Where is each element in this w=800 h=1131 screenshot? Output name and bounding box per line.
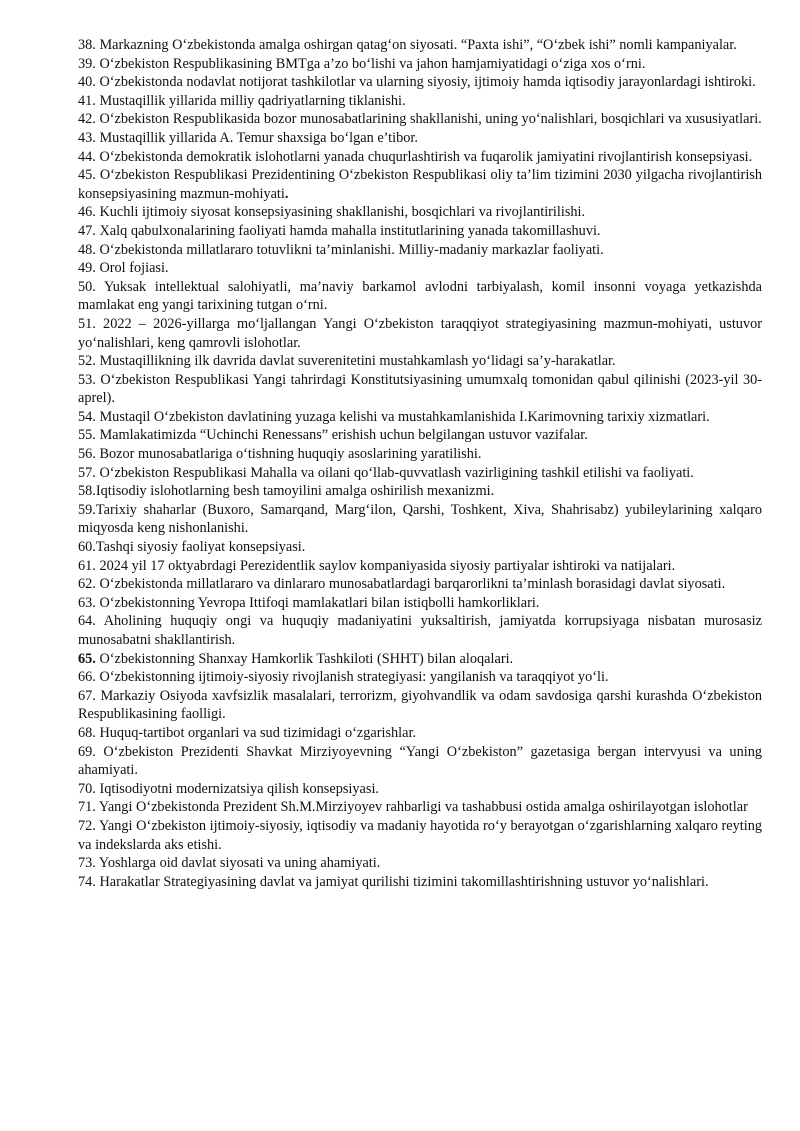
item-text: Markazning O‘zbekistonda amalga oshirgan qatag‘on siyosati. “Paxta ishi”, “O‘zbek ishi” nomli kampaniyalar.	[99, 37, 737, 53]
item-text: Huquq-tartibot organlari va sud tizimidagi o‘zgarishlar.	[99, 724, 417, 741]
item-number: 69.	[78, 743, 96, 760]
list-item	[78, 241, 762, 260]
item-text: O‘zbekiston Respublikasi Mahalla va oilani qo‘llab-quvvatlash vazirligining tashkil etilishi va faoliyati.	[99, 464, 694, 481]
item-number: 66.	[78, 669, 96, 686]
item-text: O‘zbekistonning Yevropa Ittifoqi mamlakatlari bilan istiqbolli hamkorliklari.	[99, 594, 540, 611]
list-item	[78, 501, 762, 538]
item-text: Mustaqillik yillarida milliy qadriyatlarning tiklanishi.	[99, 92, 406, 109]
item-text: O‘zbekiston Respublikasining BMTga a’zo bo‘lishi va jahon hamjamiyatidagi o‘ziga xos o‘rni.	[99, 55, 646, 72]
list-item	[78, 73, 762, 92]
item-number: 71.	[78, 799, 96, 816]
list-item	[78, 110, 762, 129]
item-text: Mustaqillikning ilk davrida davlat suverenitetini mustahkamlash yo‘lidagi sa’y-harakatlar.	[99, 353, 616, 370]
item-number: 73.	[78, 855, 96, 872]
list-item	[78, 482, 762, 501]
item-text: O‘zbekiston Respublikasida bozor munosabatlarining shakllanishi, uning yo‘nalishlari, bosqichlari va xususiyatlari.	[99, 111, 762, 128]
item-number: 50.	[78, 278, 96, 295]
list-item	[78, 687, 762, 724]
item-number: 44.	[78, 148, 96, 165]
list-item	[78, 315, 762, 352]
item-text: O‘zbekistonda nodavlat notijorat tashkilotlar va ularning siyosiy, ijtimoiy hamda iqtisodiy jarayonlardagi ishtiroki.	[99, 74, 756, 91]
item-text: O‘zbekistonda demokratik islohotlarni yanada chuqurlashtirish va fuqarolik jamiyatini rivojlantirish konsepsiyasi.	[99, 148, 753, 165]
item-text: O‘zbekistonning Shanxay Hamkorlik Tashkiloti (SHHT) bilan aloqalari.	[99, 650, 514, 667]
list-item	[78, 798, 762, 817]
item-number: 64.	[78, 613, 96, 630]
list-item	[78, 445, 762, 464]
item-number: 72.	[78, 817, 96, 834]
list-item	[78, 668, 762, 687]
item-text: Bozor munosabatlariga o‘tishning huquqiy asoslarining yaratilishi.	[99, 446, 482, 463]
item-text: Iqtisodiyotni modernizatsiya qilish konsepsiyasi.	[99, 780, 380, 797]
list-item	[78, 148, 762, 167]
list-item	[78, 259, 762, 278]
list-item	[78, 817, 762, 854]
list-item	[78, 780, 762, 799]
item-number: 39.	[78, 55, 96, 72]
item-text: O‘zbekistonda millatlararo va dinlararo munosabatlardagi barqarorlikni ta’minlash borasidagi davlat siyosati.	[99, 576, 726, 593]
item-number: 67.	[78, 687, 96, 704]
item-number: 57.	[78, 464, 96, 481]
item-number: 52.	[78, 353, 96, 370]
list-item	[78, 594, 762, 613]
list-item	[78, 55, 762, 74]
item-text: O‘zbekistonning ijtimoiy-siyosiy rivojlanish strategiyasi: yangilanish va taraqqiyot yo‘li.	[99, 669, 609, 686]
item-number: 46.	[78, 204, 96, 221]
item-text: Yangi O‘zbekiston ijtimoiy-siyosiy, iqtisodiy va madaniy hayotida ro‘y berayotgan o‘zgarishlarning xalqaro reyting va indekslarda aks etishi.	[78, 817, 762, 853]
list-item	[78, 203, 762, 222]
item-number: 49.	[78, 260, 96, 277]
item-number: 41.	[78, 92, 96, 109]
item-text: Tarixiy shaharlar (Buxoro, Samarqand, Marg‘ilon, Qarshi, Toshkent, Xiva, Shahrisabz) yubileylarining xalqaro miqyosda keng nishonlanishi.	[78, 501, 762, 537]
list-item	[78, 538, 762, 557]
item-text: Tashqi siyosiy faoliyat konsepsiyasi.	[95, 539, 306, 556]
item-number: 59.	[78, 501, 96, 518]
item-text: O‘zbekiston Prezidenti Shavkat Mirziyoyevning “Yangi O‘zbekiston” gazetasiga bergan intervyusi va uning ahamiyati.	[78, 743, 762, 779]
item-text: 2024 yil 17 oktyabrdagi Perezidentlik saylov kompaniyasida siyosiy partiyalar ishtiroki va natijalari.	[99, 557, 676, 574]
item-text: Mamlakatimizda “Uchinchi Renessans” erishish uchun belgilangan ustuvor vazifalar.	[99, 427, 588, 444]
list-item	[78, 724, 762, 743]
item-number: 45.	[78, 167, 96, 184]
list-item	[78, 426, 762, 445]
item-text: O‘zbekiston Respublikasi Yangi tahrirdagi Konstitutsiyasining umumxalq tomonidan qabul qilinishi (2023-yil 30-aprel).	[78, 371, 762, 407]
list-item	[78, 352, 762, 371]
list-item	[78, 612, 762, 649]
item-number: 65.	[78, 650, 96, 667]
list-item	[78, 743, 762, 780]
list-item	[78, 166, 762, 203]
item-text: Markaziy Osiyoda xavfsizlik masalalari, terrorizm, giyohvandlik va odam savdosiga qarshi kurashda O‘zbekiston Respublikasining faolligi.	[78, 687, 762, 723]
item-text: Aholining huquqiy ongi va huquqiy madaniyatini yuksaltirish, jamiyatda korrupsiyaga nisbatan murosasiz munosabatni shakllantirish.	[78, 613, 762, 648]
item-number: 40.	[78, 74, 96, 91]
item-text: Yoshlarga oid davlat siyosati va uning ahamiyati.	[98, 855, 381, 872]
item-text: Mustaqillik yillarida A. Temur shaxsiga bo‘lgan e’tibor.	[99, 129, 418, 146]
document-page	[78, 36, 762, 891]
item-number: 48.	[78, 241, 96, 258]
item-text: Harakatlar Strategiyasining davlat va jamiyat qurilishi tizimini takomillashtirishning ustuvor yo‘nalishlari.	[99, 873, 709, 890]
item-number: 61.	[78, 557, 96, 574]
item-number: 53.	[78, 371, 96, 388]
list-item	[78, 650, 762, 669]
list-item	[78, 464, 762, 483]
list-item	[78, 854, 762, 873]
item-number: 55.	[78, 427, 96, 444]
list-item	[78, 371, 762, 408]
item-number: 62.	[78, 576, 96, 593]
item-number: 56.	[78, 446, 96, 463]
item-text: Kuchli ijtimoiy siyosat konsepsiyasining shakllanishi, bosqichlari va rivojlantirilishi.	[99, 204, 586, 221]
item-number: 68.	[78, 724, 96, 741]
item-text: O‘zbekistonda millatlararo totuvlikni ta’minlanishi. Milliy-madaniy markazlar faoliyati.	[99, 241, 604, 258]
list-item	[78, 408, 762, 427]
item-number: 43.	[78, 129, 96, 146]
item-number: 74.	[78, 873, 96, 890]
item-text: 2022 – 2026-yillarga mo‘ljallangan Yangi O‘zbekiston taraqqiyot strategiyasining mazmun-mohiyati, ustuvor yo‘nalishlari, keng qamrovli islohotlar.	[78, 315, 763, 351]
item-number: 51.	[78, 315, 96, 332]
item-text-tail: .	[284, 185, 289, 202]
list-item	[78, 129, 762, 148]
item-number: 38.	[78, 37, 96, 53]
list-item	[78, 278, 762, 315]
item-text: Mustaqil O‘zbekiston davlatining yuzaga kelishi va mustahkamlanishida I.Karimovning tarixiy xizmatlari.	[99, 408, 710, 425]
item-number: 54.	[78, 408, 96, 425]
item-number: 70.	[78, 780, 96, 797]
list-item	[78, 92, 762, 111]
item-number: 47.	[78, 222, 96, 239]
item-number: 60.	[78, 539, 96, 556]
item-number: 42.	[78, 111, 96, 128]
item-number: 58.	[78, 483, 96, 500]
item-text: O‘zbekiston Respublikasi Prezidentining O‘zbekiston Respublikasi oliy ta’lim tizimini 2030 yilgacha rivojlantirish konsepsiyasining mazmun-mohiyati	[78, 167, 762, 202]
item-text: Orol fojiasi.	[99, 260, 169, 277]
list-item	[78, 222, 762, 241]
list-item	[78, 36, 762, 55]
item-text: Yuksak intellektual salohiyatli, ma’naviy barkamol avlodni tarbiyalash, komil insonni voyaga yetkazishda mamlakat eng yangi tarixining tutgan o‘rni.	[78, 278, 762, 314]
list-item	[78, 575, 762, 594]
item-text: Xalq qabulxonalarining faoliyati hamda mahalla institutlarining yanada takomillashuvi.	[99, 222, 601, 239]
item-text: Yangi O‘zbekistonda Prezident Sh.M.Mirziyoyev rahbarligi va tashabbusi ostida amalga oshirilayotgan islohotlar	[98, 799, 748, 816]
item-number: 63.	[78, 594, 96, 611]
item-text: Iqtisodiy islohotlarning besh tamoyilini amalga oshirilish mexanizmi.	[95, 483, 495, 500]
list-item	[78, 873, 762, 892]
list-item	[78, 557, 762, 576]
